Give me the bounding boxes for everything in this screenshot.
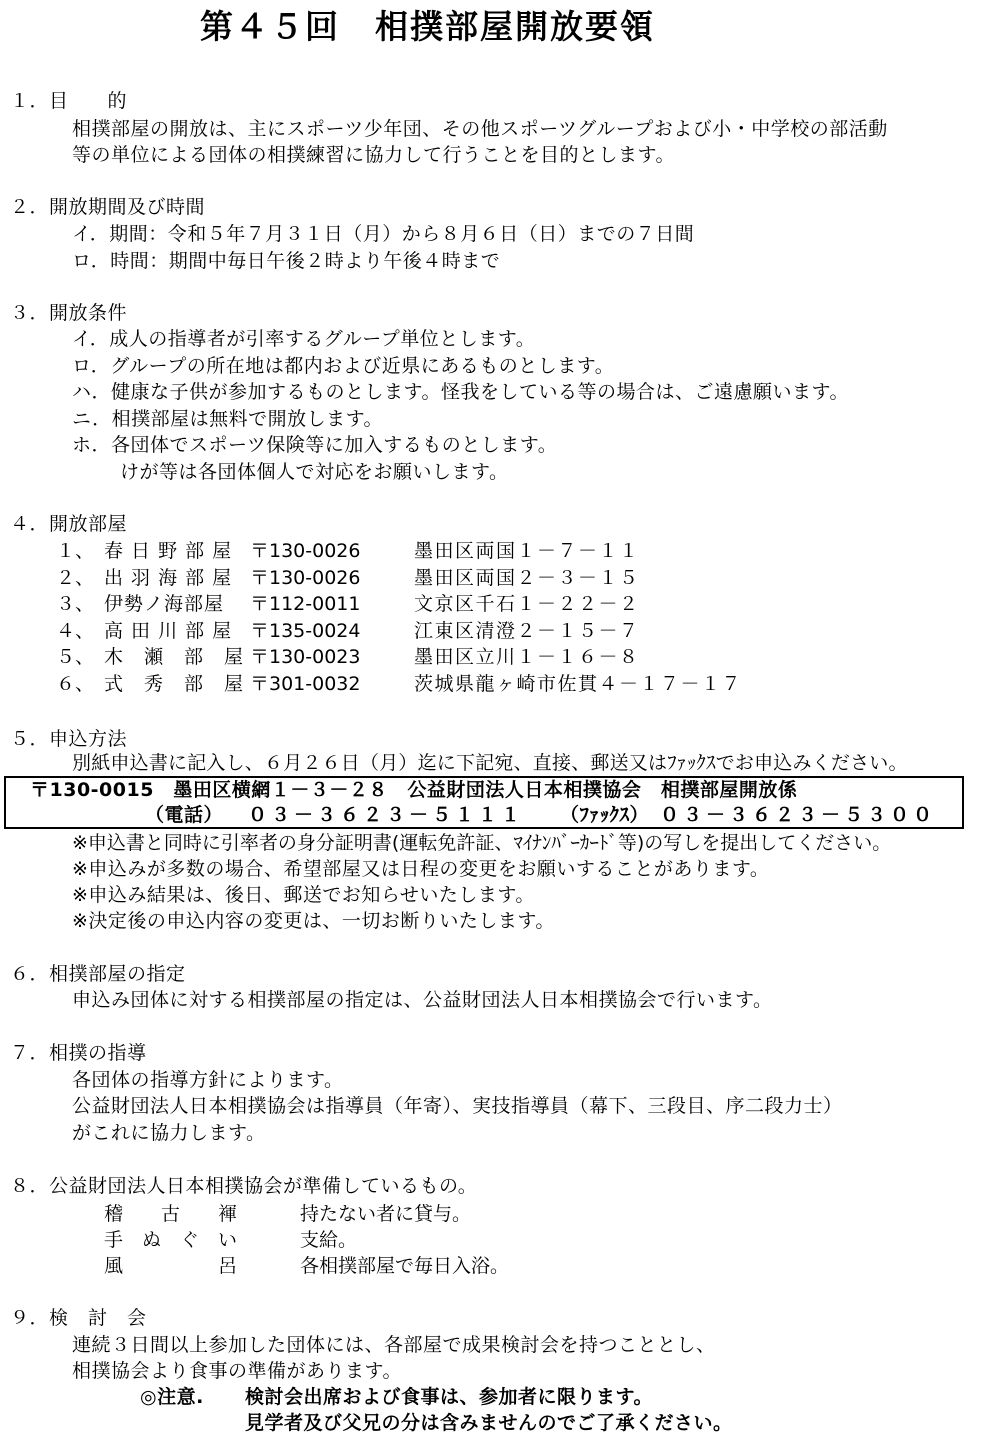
room-address: 江東区清澄２－１５－７ xyxy=(414,619,640,642)
page-title: 第４５回 相撲部屋開放要領 xyxy=(200,7,655,46)
section-1-heading: １．目 的 xyxy=(10,90,128,112)
section-3-line-4: ニ．相撲部屋は無料で開放します。 xyxy=(72,408,384,430)
room-postal-code: 〒112-0011 xyxy=(250,593,361,616)
note-1: ※申込書と同時に引率者の身分証明書(運転免許証、ﾏｲﾅﾝﾊﾞｰｶｰﾄﾞ等)の写しを提出してください。 xyxy=(72,832,892,854)
section-1-line-2: 等の単位による団体の相撲練習に協力して行うことを目的とします。 xyxy=(72,144,675,166)
room-postal-code: 〒135-0024 xyxy=(250,619,361,642)
room-address: 墨田区立川１－１６－８ xyxy=(414,646,640,669)
contact-tel: ０３－３６２３－５１１１ xyxy=(248,804,525,826)
room-address: 文京区千石１－２２－２ xyxy=(414,593,640,616)
section-3-line-2: ロ．グループの所在地は都内および近県にあるものとします。 xyxy=(72,355,615,377)
room-name: 高 田 川 部 屋 xyxy=(104,619,233,642)
room-number: ３、 xyxy=(56,593,95,616)
contact-address: 〒130-0015 墨田区横網１－３－２８ 公益財団法人日本相撲協会 相撲部屋開放係 xyxy=(30,779,798,801)
contact-fax: ０３－３６２３－５３００ xyxy=(660,804,937,826)
section-9-line-2: 相撲協会より食事の準備があります。 xyxy=(72,1360,402,1382)
room-address: 墨田区両国１－７－１１ xyxy=(414,540,640,562)
section-7-line-1: 各団体の指導方針によります。 xyxy=(72,1069,344,1091)
section-9-line-1: 連続３日間以上参加した団体には、各部屋で成果検討会を持つこととし、 xyxy=(72,1334,716,1356)
room-name: 木 瀬 部 屋 xyxy=(104,646,245,669)
note-4: ※決定後の申込内容の変更は、一切お断りいたします。 xyxy=(72,910,555,932)
room-number: ５、 xyxy=(56,646,95,669)
section-2-heading: ２．開放期間及び時間 xyxy=(10,196,206,218)
room-name: 伊勢ノ海部屋 xyxy=(104,593,225,616)
caution-line-2: 見学者及び父兄の分は含みませんのでご了承ください。 xyxy=(245,1412,733,1434)
room-number: ６、 xyxy=(56,673,95,695)
section-6-line-1: 申込み団体に対する相撲部屋の指定は、公益財団法人日本相撲協会で行います。 xyxy=(72,989,773,1011)
room-name: 出 羽 海 部 屋 xyxy=(104,566,233,589)
section-3-line-1: イ．成人の指導者が引率するグループ単位とします。 xyxy=(72,328,536,350)
section-7-line-3: がこれに協力します。 xyxy=(72,1122,266,1144)
supply-description: 各相撲部屋で毎日入浴。 xyxy=(300,1255,510,1277)
contact-tel-label: （電話） xyxy=(145,804,224,826)
supply-name: 稽 古 褌 xyxy=(104,1203,238,1225)
section-7-heading: ７．相撲の指導 xyxy=(10,1042,147,1064)
room-address: 茨城県龍ヶ崎市佐貫４－１７－１７ xyxy=(414,673,743,695)
section-8-heading: ８．公益財団法人日本相撲協会が準備しているもの。 xyxy=(10,1175,478,1197)
supply-description: 支給。 xyxy=(300,1229,358,1251)
caution-label: ◎注意. xyxy=(140,1386,204,1408)
section-1-line-1: 相撲部屋の開放は、主にスポーツ少年団、その他スポーツグループおよび小・中学校の部活動 xyxy=(72,118,888,140)
supply-name: 風 呂 xyxy=(104,1255,238,1277)
section-2-line-2: ロ．時間：期間中毎日午後２時より午後４時まで xyxy=(72,250,501,272)
contact-fax-label: （ﾌｧｯｸｽ） xyxy=(560,804,650,826)
section-5-line-1: 別紙申込書に記入し、６月２６日（月）迄に下記宛、直接、郵送又はﾌｧｯｸｽでお申込みください。 xyxy=(72,752,908,774)
room-address: 墨田区両国２－３－１５ xyxy=(414,566,640,589)
supply-name: 手 ぬ ぐ い xyxy=(104,1229,238,1251)
room-postal-code: 〒130-0026 xyxy=(250,566,361,589)
section-5-heading: ５．申込方法 xyxy=(10,728,128,750)
room-postal-code: 〒130-0023 xyxy=(250,646,361,669)
section-3-heading: ３．開放条件 xyxy=(10,302,128,324)
room-name: 式 秀 部 屋 xyxy=(104,673,245,695)
room-number: １、 xyxy=(56,540,95,562)
section-7-line-2: 公益財団法人日本相撲協会は指導員（年寄）、実技指導員（幕下、三段目、序二段力士） xyxy=(72,1095,843,1117)
section-3-line-5: ホ．各団体でスポーツ保険等に加入するものとします。 xyxy=(72,434,558,456)
section-3-line-6: けが等は各団体個人で対応をお願いします。 xyxy=(120,461,509,483)
supply-description: 持たない者に貸与。 xyxy=(300,1203,472,1225)
section-4-heading: ４．開放部屋 xyxy=(10,513,128,535)
caution-line-1: 検討会出席および食事は、参加者に限ります。 xyxy=(245,1386,653,1408)
room-name: 春 日 野 部 屋 xyxy=(104,540,233,562)
section-9-heading: ９．検 討 会 xyxy=(10,1307,147,1329)
note-3: ※申込み結果は、後日、郵送でお知らせいたします。 xyxy=(72,884,535,906)
room-number: ４、 xyxy=(56,619,95,642)
section-2-line-1: イ．期間：令和５年７月３１日（月）から８月６日（日）までの７日間 xyxy=(72,223,695,245)
room-postal-code: 〒130-0026 xyxy=(250,540,361,562)
note-2: ※申込みが多数の場合、希望部屋又は日程の変更をお願いすることがあります。 xyxy=(72,858,770,880)
room-number: ２、 xyxy=(56,566,95,589)
room-postal-code: 〒301-0032 xyxy=(250,673,361,695)
section-6-heading: ６．相撲部屋の指定 xyxy=(10,963,186,985)
section-3-line-3: ハ．健康な子供が参加するものとします。怪我をしている等の場合は、ご遠慮願います。 xyxy=(72,381,849,403)
